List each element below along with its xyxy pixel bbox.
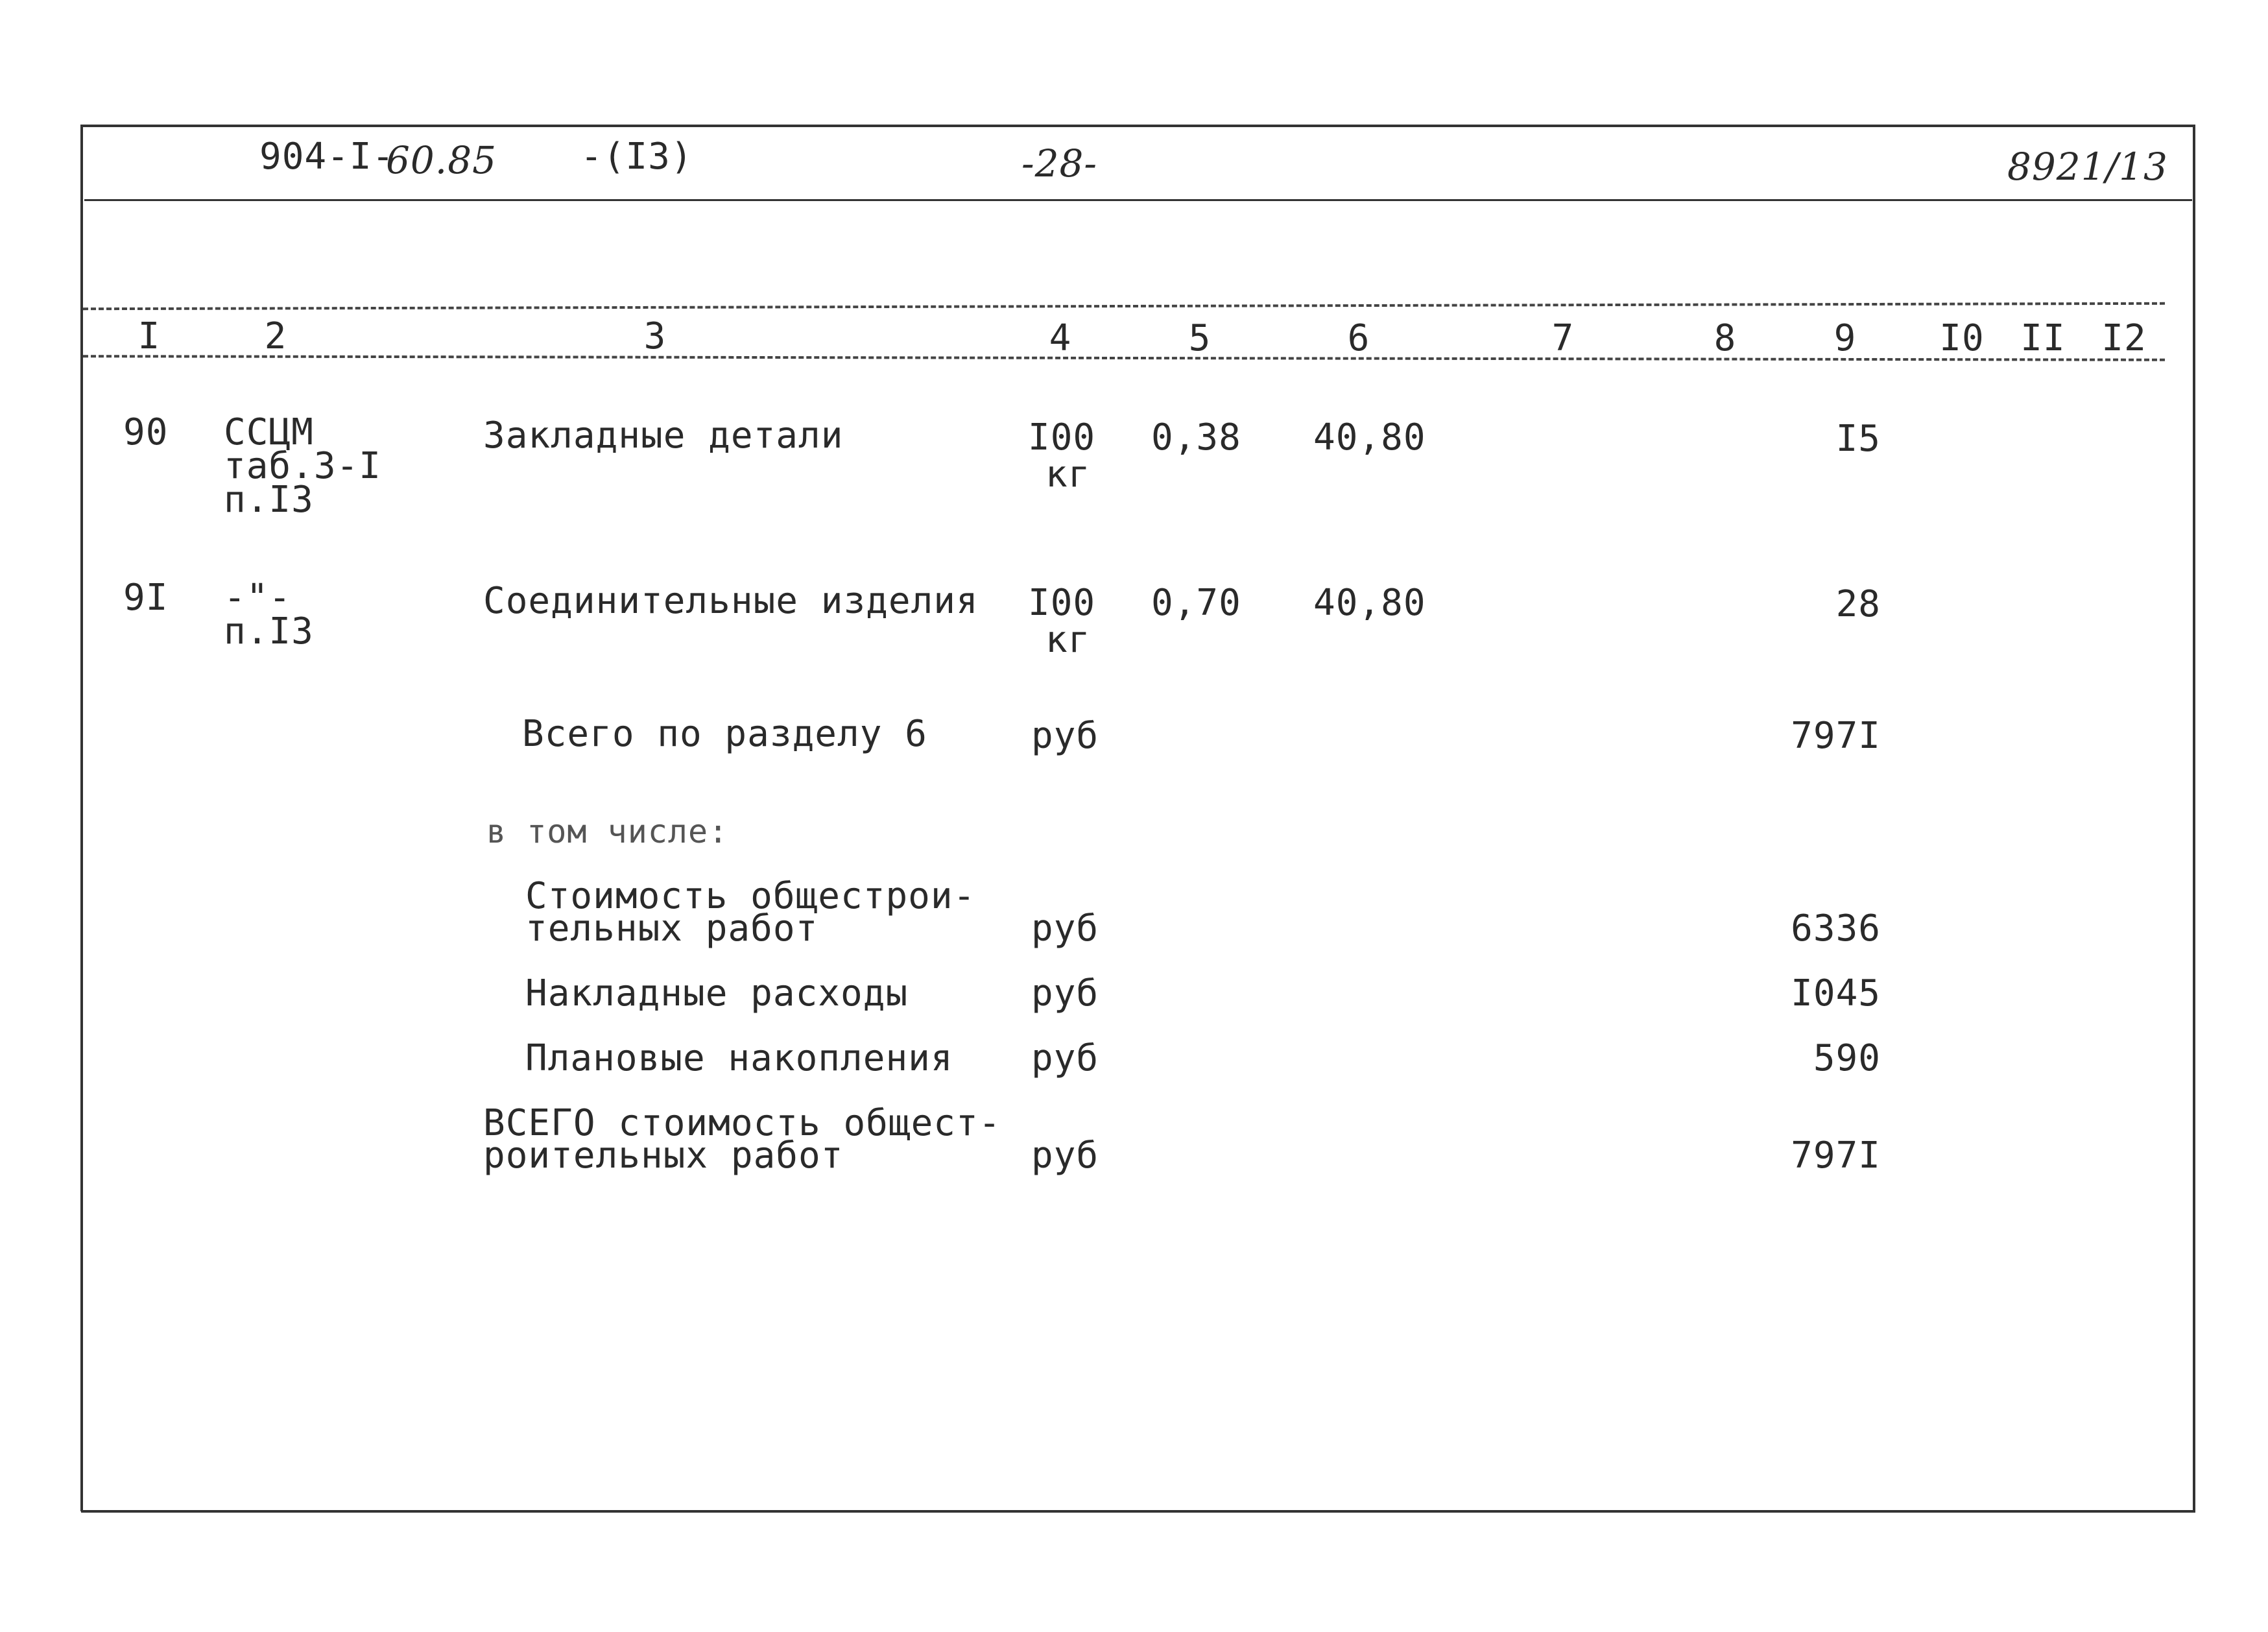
summary-item-label-line: тельных работ <box>525 907 818 950</box>
row-unit-line: кг <box>1045 453 1091 496</box>
summary-item-value: I045 <box>1791 972 1881 1014</box>
column-number-3: 3 <box>643 315 667 357</box>
frame-bottom-line <box>81 1510 2195 1513</box>
summary-item-value: 6336 <box>1791 907 1881 950</box>
row-reference-line: п.I3 <box>224 479 314 521</box>
row-quantity: 0,38 <box>1151 416 1241 459</box>
row-quantity: 0,70 <box>1151 582 1241 624</box>
grand-total-label-line: ВСЕГО стоимость общест- <box>483 1102 1001 1144</box>
summary-item-label-line: Накладные расходы <box>525 972 909 1014</box>
column-number-2: 2 <box>264 315 287 357</box>
summary-item-unit: руб <box>1031 972 1099 1014</box>
grand-total-value: 797I <box>1791 1134 1881 1177</box>
row-name: Соединительные изделия <box>483 580 979 622</box>
column-number-7: 7 <box>1551 317 1575 359</box>
column-number-5: 5 <box>1188 317 1212 359</box>
frame-top-line <box>81 125 2194 127</box>
column-number-9: 9 <box>1833 317 1857 359</box>
column-strip-top-dashes <box>83 302 2165 310</box>
summary-item-value: 590 <box>1813 1037 1881 1079</box>
header-divider-line <box>84 199 2192 201</box>
row-total: I5 <box>1835 418 1881 460</box>
row-unit-line: I00 <box>1028 416 1096 459</box>
section-total-value: 797I <box>1791 715 1881 757</box>
row-reference-line: таб.3-I <box>224 445 382 487</box>
frame-right-line <box>2193 125 2195 1511</box>
document-code-handwritten: 60.85 <box>386 138 497 182</box>
summary-item-label-line: Стоимость общестрои- <box>525 875 976 917</box>
row-name: Закладные детали <box>483 414 844 457</box>
row-reference-line: -"- <box>224 577 292 619</box>
column-number-1: I <box>137 315 161 357</box>
grand-total-label-line: роительных работ <box>483 1134 844 1177</box>
row-unit-line: I00 <box>1028 582 1096 624</box>
row-number: 90 <box>123 411 169 453</box>
row-price: 40,80 <box>1313 582 1426 624</box>
row-reference-line: п.I3 <box>224 610 314 653</box>
summary-item-unit: руб <box>1031 1037 1099 1079</box>
column-number-6: 6 <box>1347 317 1370 359</box>
row-reference-line: ССЦМ <box>224 411 314 453</box>
summary-item-label-line: Плановые накопления <box>525 1037 953 1079</box>
section-total-label: Всего по разделу 6 <box>522 713 927 755</box>
row-number: 9I <box>123 577 169 619</box>
row-unit-line: кг <box>1045 619 1091 661</box>
column-number-12: I2 <box>2101 317 2147 359</box>
column-number-11: II <box>2020 317 2066 359</box>
sheet-id: 8921/13 <box>2007 145 2168 189</box>
column-number-4: 4 <box>1049 317 1072 359</box>
row-price: 40,80 <box>1313 416 1426 459</box>
grand-total-unit: руб <box>1031 1134 1099 1177</box>
document-code-suffix: -(I3) <box>580 136 693 178</box>
section-total-unit: руб <box>1031 715 1099 757</box>
frame-left-line <box>80 125 83 1511</box>
column-number-8: 8 <box>1713 317 1737 359</box>
summary-item-unit: руб <box>1031 907 1099 950</box>
including-label: в том числе: <box>486 813 729 850</box>
row-total: 28 <box>1835 583 1881 625</box>
column-number-10: I0 <box>1939 317 1985 359</box>
document-code-prefix: 904-I- <box>259 136 395 178</box>
page-number: -28- <box>1021 141 1097 186</box>
